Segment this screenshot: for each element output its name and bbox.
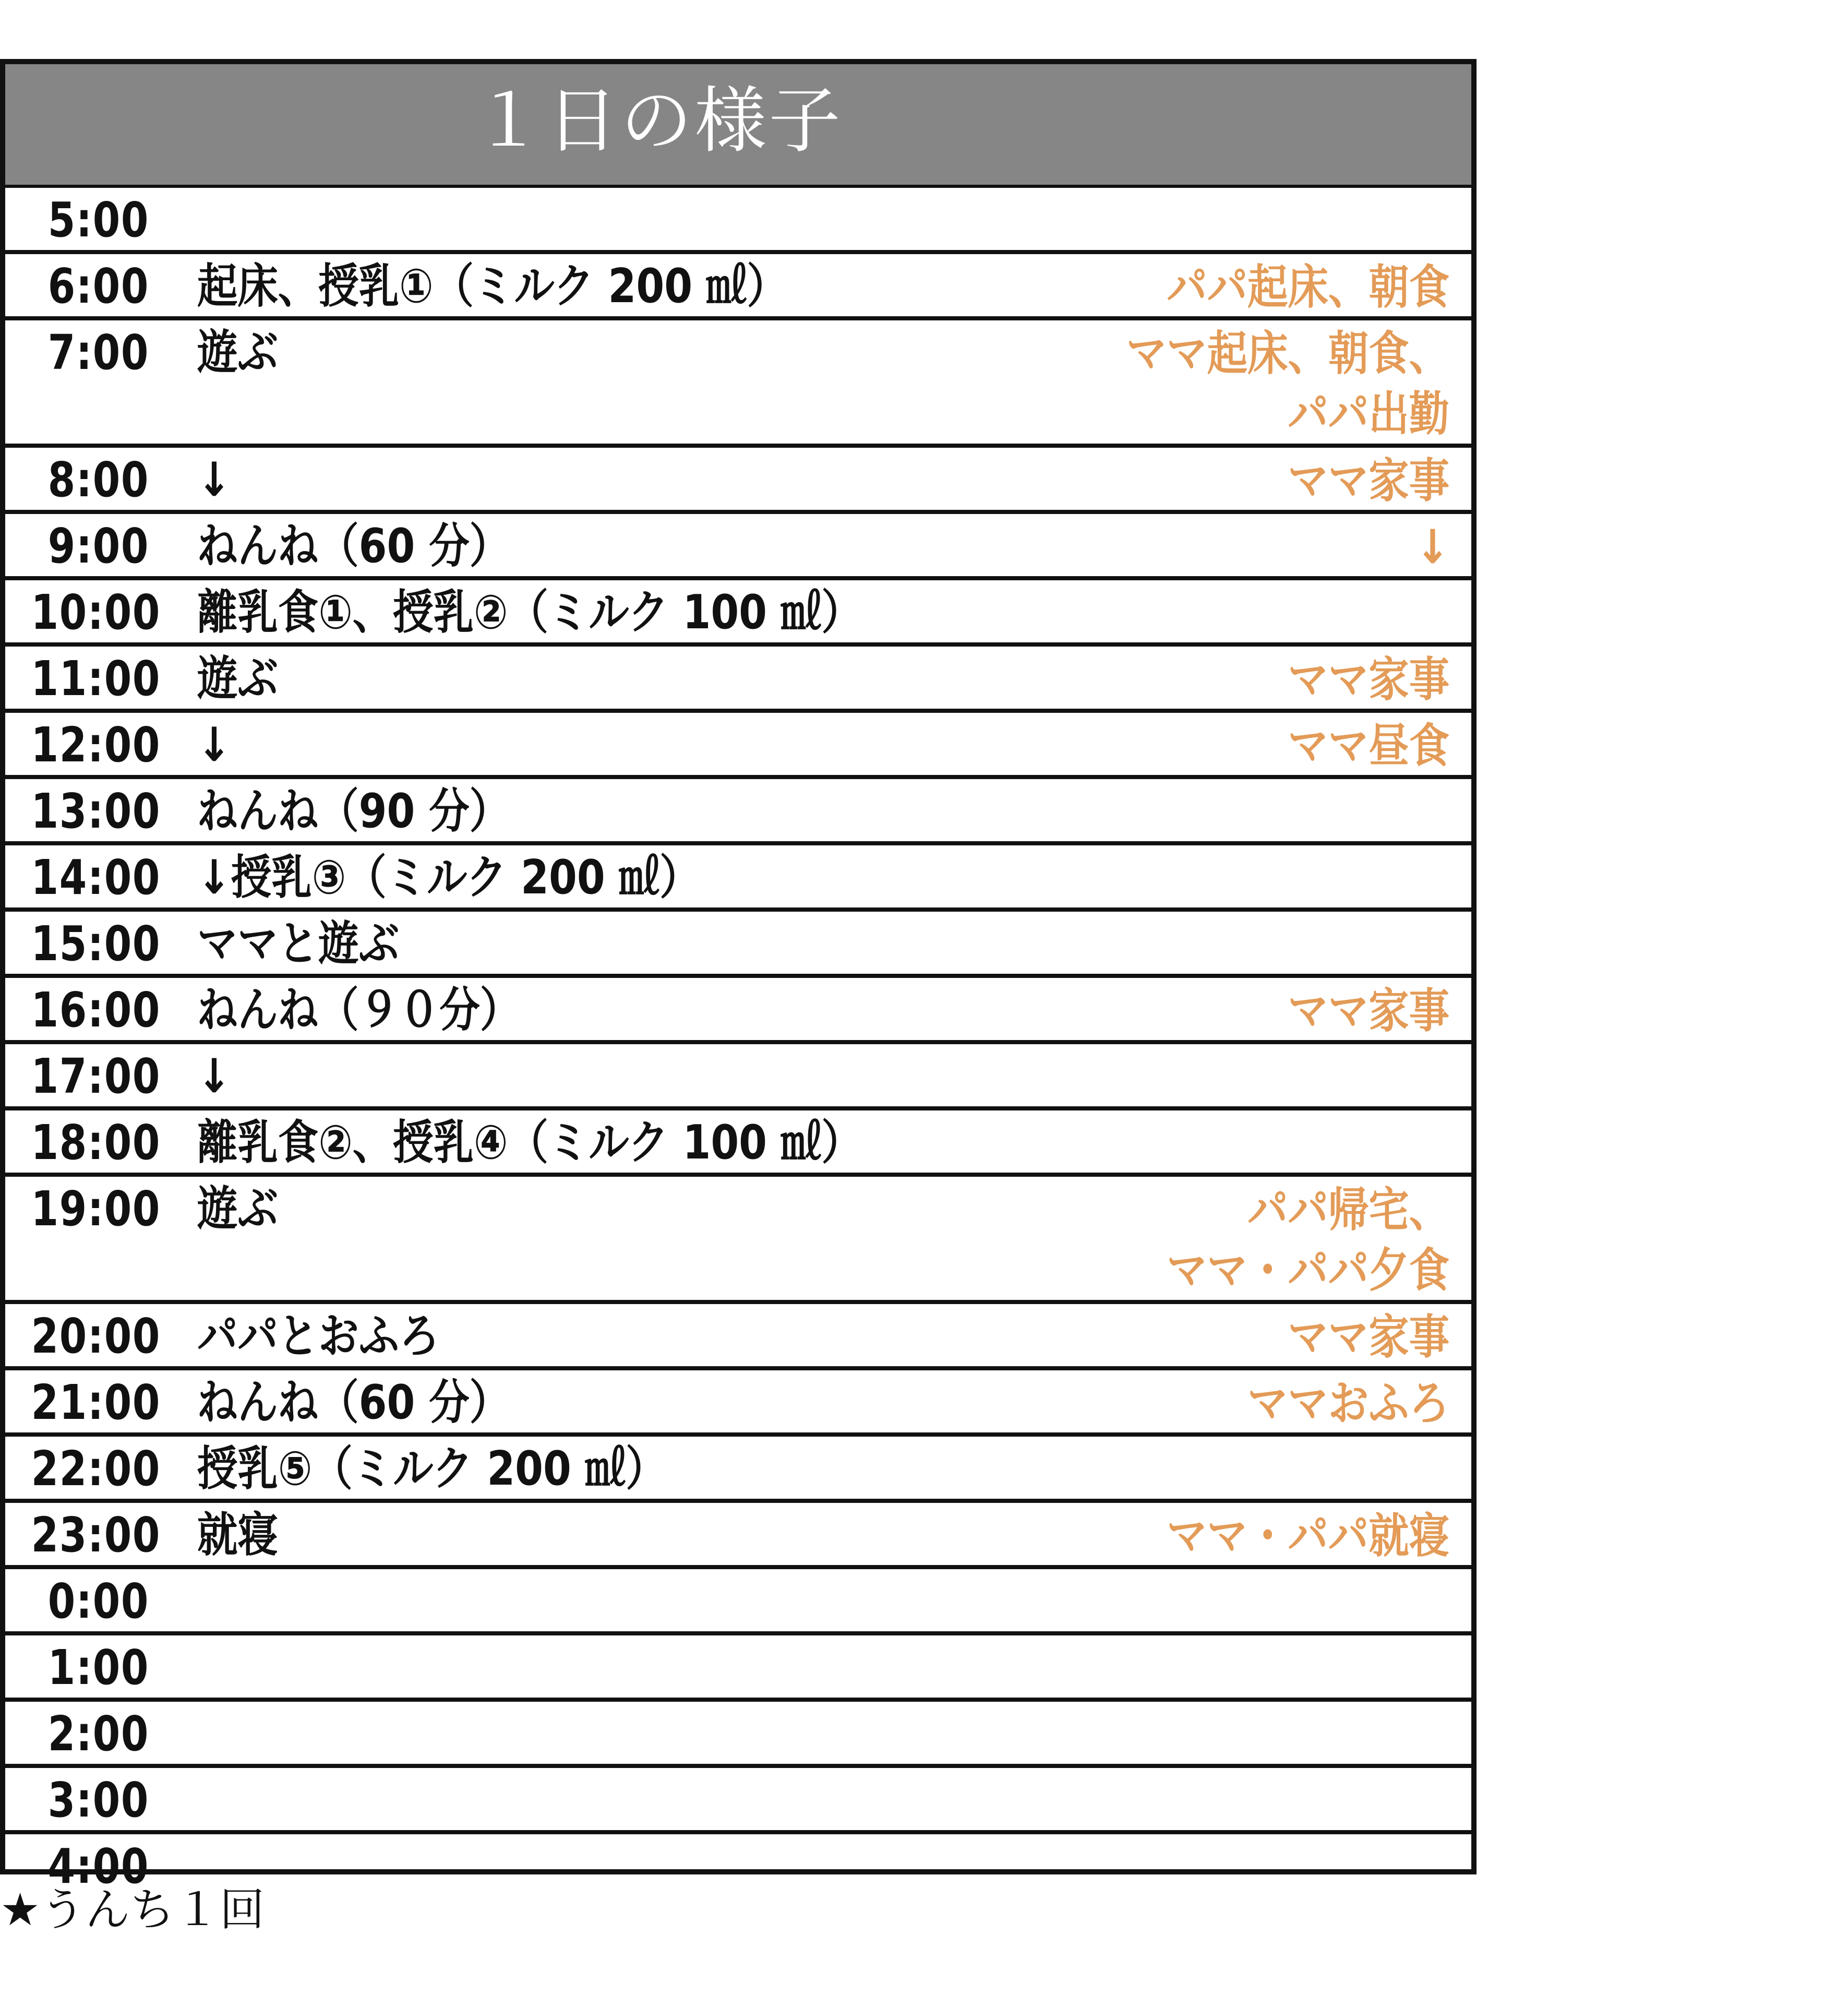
row-baby-activity: 離乳食②、授乳④（ミルク 100 ㎖） [197,1115,862,1170]
row-baby-activity: 授乳⑤（ミルク 200 ㎖） [197,1441,666,1496]
row-time: 9:00 [47,518,149,574]
schedule-row [5,647,1471,713]
row-parent-activity [1167,1506,1449,1567]
daily-schedule-table [0,59,1490,1894]
row-time: 20:00 [31,1308,161,1364]
row-time: 0:00 [47,1573,149,1629]
row-time: 5:00 [47,192,149,248]
row-parent-activity [1247,1373,1449,1434]
row-baby-activity: ねんね（60 分） [197,1375,510,1430]
schedule-row [5,1503,1471,1569]
parent-activity-line: ママ昼食 [1288,719,1449,773]
row-baby-activity: パパとおふろ [197,1309,440,1364]
schedule-row [5,320,1471,448]
schedule-row [5,779,1471,845]
row-time: 16:00 [31,982,161,1038]
parent-activity-line: ママおふろ [1247,1376,1449,1431]
row-baby-activity: 起床、授乳①（ミルク 200 ㎖） [197,259,787,314]
row-parent-activity [1375,517,1490,578]
row-time: 14:00 [31,850,161,905]
row-baby-activity: 就寝 [197,1508,278,1562]
row-baby-activity: ↓ [197,718,231,772]
row-time: 18:00 [31,1115,161,1170]
row-parent-activity [1126,324,1449,445]
footer-note: ★うんち１回 [0,1884,265,1936]
row-time: 11:00 [31,651,161,707]
schedule-row [5,1110,1471,1177]
parent-activity-line: ママ・パパ夕食 [1167,1243,1449,1298]
row-parent-activity [1288,1307,1449,1368]
row-baby-activity: ねんね（60 分） [197,519,510,574]
row-baby-activity: ↓ [197,1049,231,1104]
schedule-row [5,1177,1471,1304]
row-time: 10:00 [31,584,161,640]
parent-activity-line: ママ家事 [1288,652,1449,707]
schedule-row [5,978,1471,1044]
parent-activity-line: パパ起床、朝食 [1167,260,1449,315]
row-time: 1:00 [47,1640,149,1695]
row-time: 23:00 [31,1507,161,1563]
row-baby-activity: 遊ぶ [197,325,278,380]
schedule-row [5,254,1471,320]
row-time: 6:00 [47,258,149,314]
row-parent-activity [1288,451,1449,511]
row-parent-activity [1167,257,1449,318]
row-baby-activity: ねんね（90 分） [197,784,510,839]
schedule-row [5,448,1471,514]
row-time: 8:00 [47,452,149,508]
row-parent-activity [1288,716,1449,776]
schedule-row [5,845,1471,912]
row-time: 12:00 [31,717,161,773]
row-baby-activity: ママと遊ぶ [197,916,399,971]
row-time: 19:00 [31,1181,161,1237]
schedule-row [5,1437,1471,1503]
row-baby-activity: ↓授乳③（ミルク 200 ㎖） [197,850,700,905]
row-parent-activity [1288,981,1449,1042]
parent-activity-line: ママ起床、朝食、 [1126,326,1449,381]
row-time: 2:00 [47,1706,149,1762]
row-time: 13:00 [31,783,161,839]
schedule-row [5,580,1471,647]
parent-activity-line: ママ家事 [1288,1310,1449,1365]
schedule-row [5,713,1471,779]
parent-activity-line: パパ帰宅、 [1247,1182,1449,1237]
schedule-row [5,1569,1471,1635]
row-time: 7:00 [47,325,149,380]
row-time: 21:00 [31,1375,161,1430]
row-time: 3:00 [47,1772,149,1828]
parent-activity-line: ママ家事 [1288,984,1449,1038]
schedule-row [5,1768,1471,1834]
row-time: 4:00 [47,1838,149,1894]
row-parent-activity [1167,1180,1449,1301]
row-time: 15:00 [31,916,161,972]
row-baby-activity: ねんね（９０分） [197,983,521,1037]
schedule-row [5,1370,1471,1437]
schedule-row [5,1044,1471,1110]
row-parent-activity [1288,650,1449,710]
schedule-row [5,1635,1471,1702]
schedule-row [5,912,1471,978]
parent-activity-line: ↓ [1415,520,1490,575]
parent-activity-line: ママ・パパ就寝 [1167,1509,1449,1563]
row-time: 17:00 [31,1048,161,1104]
row-baby-activity: ↓ [197,452,231,507]
row-baby-activity: 遊ぶ [197,651,278,706]
schedule-row [5,1702,1471,1768]
row-time: 22:00 [31,1441,161,1497]
row-baby-activity: 離乳食①、授乳②（ミルク 100 ㎖） [197,585,862,640]
schedule-row [5,1304,1471,1370]
parent-activity-line: パパ出勤 [1288,387,1449,441]
schedule-row [5,514,1490,580]
schedule-rows [5,188,1490,1901]
row-baby-activity: 遊ぶ [197,1181,278,1236]
schedule-row [5,188,1471,254]
parent-activity-line: ママ家事 [1288,453,1449,508]
page-title: １日の様子 [5,64,1471,188]
